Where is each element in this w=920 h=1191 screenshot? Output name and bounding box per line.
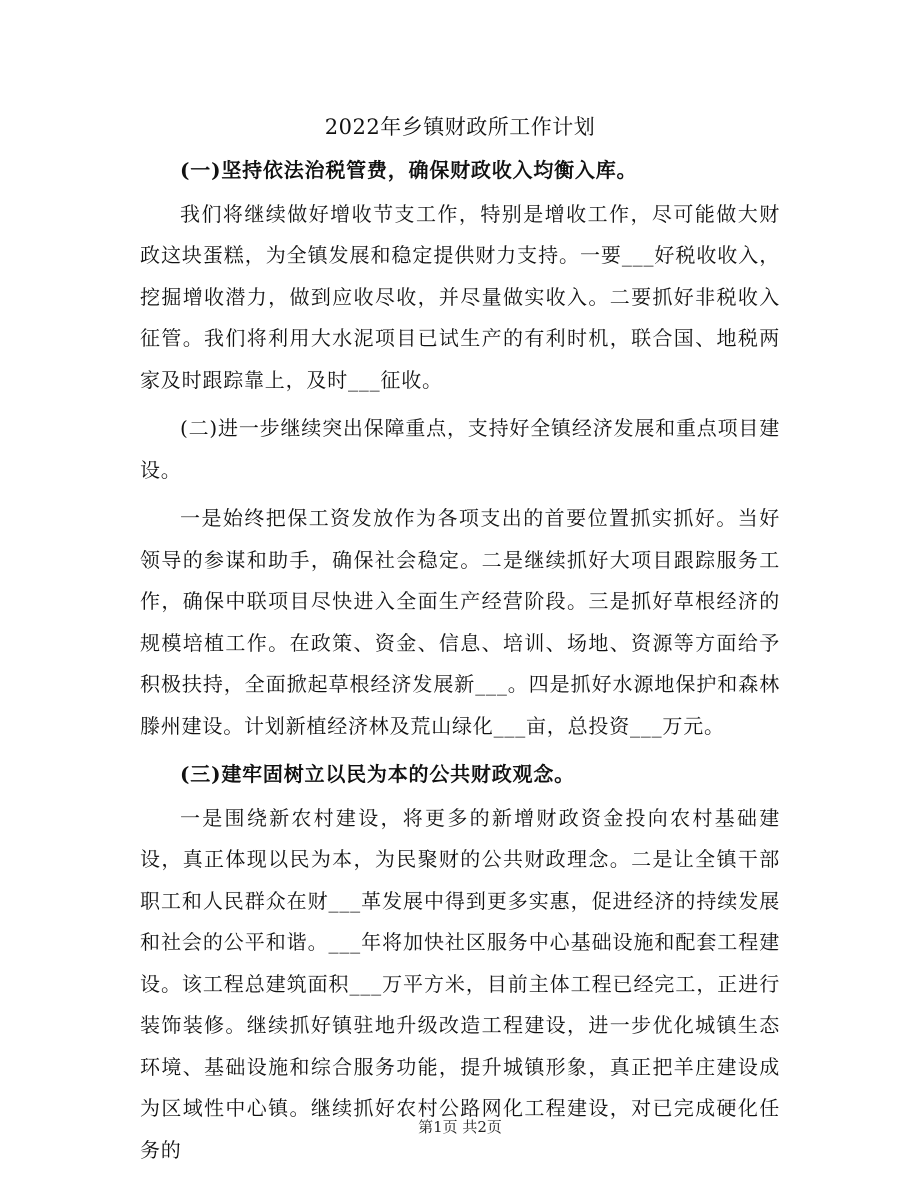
document-body xyxy=(140,150,780,1171)
document-title: 2022年乡镇财政所工作计划 xyxy=(324,115,596,139)
section-2-heading: (二)进一步继续突出保障重点，支持好全镇经济发展和重点项目建设。 xyxy=(140,416,780,482)
section-1-heading: (一)坚持依法治税管费，确保财政收入均衡入库。 xyxy=(180,158,638,182)
section-3-paragraph: 一是围绕新农村建设，将更多的新增财政资金投向农村基础建设，真正体现以民为本，为民聚财的公共财政理念。二是让全镇干部职工和人民群众在财___革发展中得到更多实惠，促进经济的持续发展和社会的公平和谐。___年将加快社区服务中心基础设施和配套工程建设。该工程总建筑面积___万平方米，目前主体工程已经完工，正进行装饰装修。继续抓好镇驻地升级改造工程建设，进一步优化城镇生态环境、基础设施和综合服务功能，提升城镇形象，真正把羊庄建设成为区域性中心镇。继续抓好农村公路网化工程建设，对已完成硬化任务的 xyxy=(140,805,780,1162)
section-3-heading: (三)建牢固树立以民为本的公共财政观念。 xyxy=(180,762,575,786)
section-1-paragraph: 我们将继续做好增收节支工作，特别是增收工作，尽可能做大财政这块蛋糕，为全镇发展和稳定提供财力支持。一要___好税收收入，挖掘增收潜力，做到应收尽收，并尽量做实收入。二要抓好非税收入征管。我们将利用大水泥项目已试生产的有利时机，联合国、地税两家及时跟踪靠上，及时___征收。 xyxy=(140,201,780,392)
section-2-paragraph: 一是始终把保工资发放作为各项支出的首要位置抓实抓好。当好领导的参谋和助手，确保社会稳定。二是继续抓好大项目跟踪服务工作，确保中联项目尽快进入全面生产经营阶段。三是抓好草根经济的规模培植工作。在政策、资金、信息、培训、场地、资源等方面给予积极扶持，全面掀起草根经济发展新___。四是抓好水源地保护和森林滕州建设。计划新植经济林及荒山绿化___亩，总投资___万元。 xyxy=(140,506,780,738)
page-indicator: 第1页 共2页 xyxy=(418,1118,502,1136)
